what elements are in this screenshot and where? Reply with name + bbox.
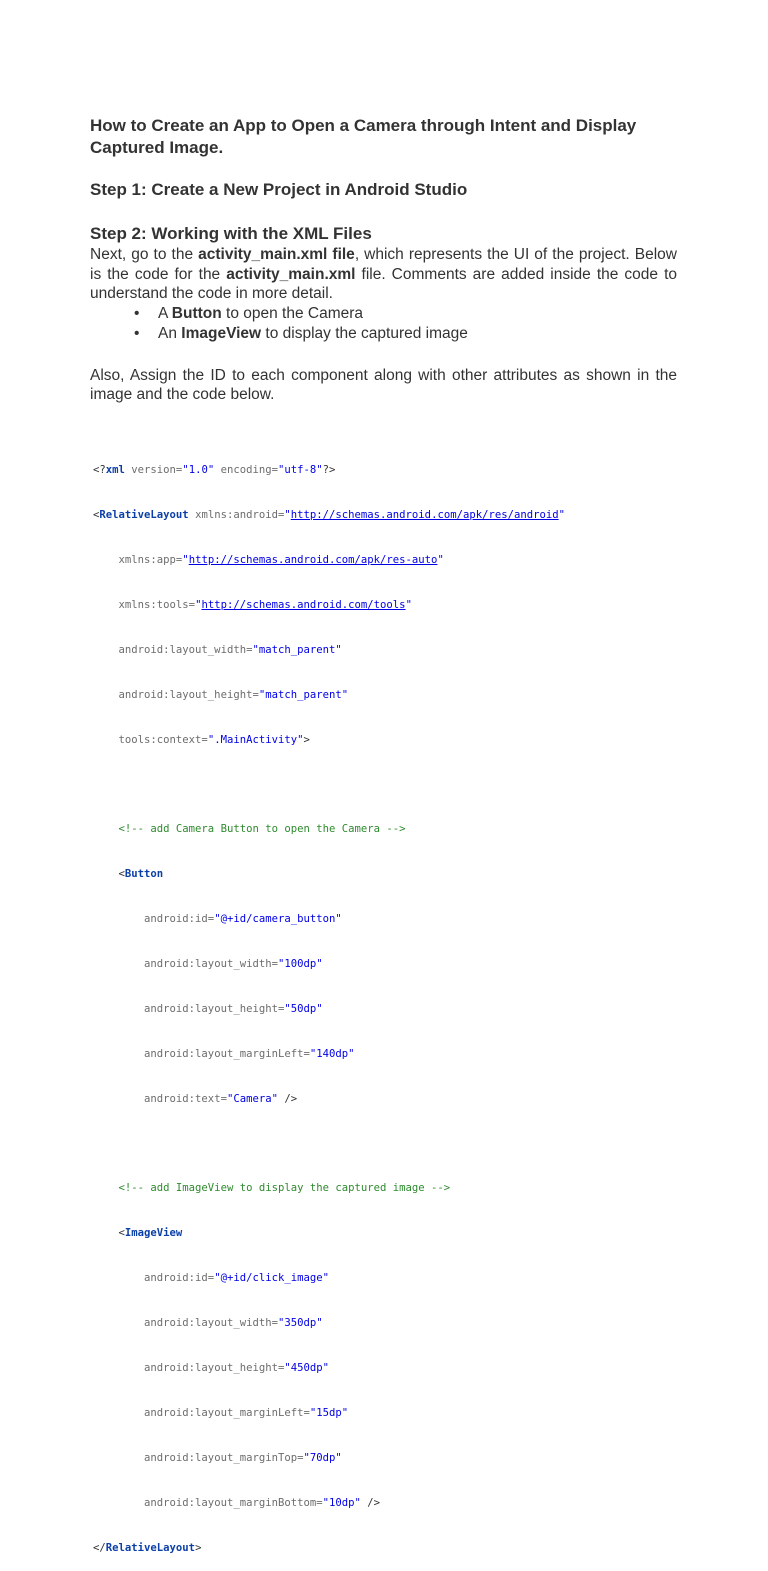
code-value: "10dp" bbox=[322, 1497, 361, 1509]
list-item bbox=[134, 304, 677, 324]
code-attr: xmlns:android= bbox=[188, 509, 285, 521]
code-indent bbox=[93, 554, 119, 566]
list-item-bold: Button bbox=[171, 304, 222, 322]
code-attr: android:layout_marginTop= bbox=[144, 1452, 304, 1464]
code-blank-line bbox=[93, 778, 565, 792]
code-line bbox=[93, 912, 565, 927]
list-item-text: An bbox=[158, 324, 182, 342]
code-indent bbox=[93, 1452, 144, 1464]
code-punct: > bbox=[195, 1542, 202, 1554]
code-line bbox=[93, 508, 565, 523]
code-attr: android:id= bbox=[144, 913, 215, 925]
code-tag: xml bbox=[105, 464, 125, 476]
code-attr: tools:context= bbox=[118, 734, 208, 746]
code-indent bbox=[93, 1317, 144, 1329]
code-indent bbox=[93, 958, 144, 970]
code-attr: android:text= bbox=[144, 1093, 227, 1105]
bullet-icon: • bbox=[134, 304, 140, 322]
code-indent bbox=[93, 1362, 144, 1374]
code-attr: android:layout_marginBottom= bbox=[144, 1497, 323, 1509]
code-line bbox=[93, 1361, 565, 1376]
code-indent bbox=[93, 734, 119, 746]
list-item-text: to open the Camera bbox=[221, 304, 364, 322]
step-2-heading: Step 2: Working with the XML Files bbox=[90, 224, 372, 243]
code-punct: < bbox=[118, 1227, 125, 1239]
code-indent bbox=[93, 1497, 144, 1509]
code-line bbox=[93, 1047, 565, 1062]
code-line bbox=[93, 1002, 565, 1017]
code-value: "@+id/camera_button" bbox=[214, 913, 342, 925]
code-attr: android:layout_height= bbox=[144, 1003, 285, 1015]
code-line bbox=[93, 1181, 565, 1196]
code-value: " bbox=[195, 599, 202, 611]
code-attr: android:id= bbox=[144, 1272, 215, 1284]
code-punct: < bbox=[118, 868, 125, 880]
code-value: "match_parent" bbox=[258, 689, 349, 701]
code-value: "450dp" bbox=[284, 1362, 330, 1374]
code-indent bbox=[93, 599, 119, 611]
para-text: , which represents the UI of the project. Below is the code for the bbox=[90, 246, 677, 283]
para-text: file. Comments are added inside the code to understand the code in more detail. bbox=[90, 265, 677, 302]
code-indent bbox=[93, 1003, 144, 1015]
code-tag: RelativeLayout bbox=[105, 1542, 196, 1554]
code-indent bbox=[93, 1272, 144, 1284]
code-value: "350dp" bbox=[277, 1317, 323, 1329]
code-punct: <? bbox=[93, 464, 106, 476]
code-tag: Button bbox=[124, 868, 164, 880]
code-line bbox=[93, 553, 565, 568]
xml-code-block bbox=[93, 433, 565, 1571]
code-tag: ImageView bbox=[124, 1227, 183, 1239]
code-indent bbox=[93, 913, 144, 925]
code-value: " bbox=[182, 554, 189, 566]
code-line bbox=[93, 957, 565, 972]
code-attr: encoding= bbox=[214, 464, 278, 476]
code-link[interactable]: http://schemas.android.com/apk/res-auto bbox=[188, 554, 438, 566]
code-attr: android:layout_width= bbox=[144, 958, 278, 970]
code-indent bbox=[93, 868, 119, 880]
code-link[interactable]: http://schemas.android.com/apk/res/android bbox=[290, 509, 559, 521]
code-attr: android:layout_width= bbox=[118, 644, 253, 656]
code-value: "15dp" bbox=[309, 1407, 349, 1419]
code-value: " bbox=[405, 599, 412, 611]
code-line bbox=[93, 688, 565, 703]
code-attr: xmlns:app= bbox=[118, 554, 183, 566]
code-indent bbox=[93, 689, 119, 701]
list-item bbox=[134, 324, 677, 344]
code-value: "Camera" bbox=[226, 1093, 278, 1105]
code-line bbox=[93, 1092, 565, 1107]
code-line bbox=[93, 822, 565, 837]
code-attr: android:layout_height= bbox=[144, 1362, 285, 1374]
code-line bbox=[93, 1406, 565, 1421]
code-line bbox=[93, 1271, 565, 1286]
code-comment: <!-- add ImageView to display the captured image --> bbox=[118, 1182, 451, 1194]
step-1-heading: Step 1: Create a New Project in Android Studio bbox=[90, 180, 468, 199]
code-line bbox=[93, 463, 565, 478]
code-line bbox=[93, 1496, 565, 1511]
article-title: How to Create an App to Open a Camera through Intent and Display Captured Image. bbox=[90, 116, 637, 157]
para-bold-filename: activity_main.xml bbox=[226, 265, 356, 283]
code-indent bbox=[93, 1048, 144, 1060]
code-blank-line bbox=[93, 1137, 565, 1151]
code-attr: android:layout_height= bbox=[118, 689, 259, 701]
code-punct: /> bbox=[360, 1497, 381, 1509]
step-2-description bbox=[90, 245, 677, 304]
code-value: "1.0" bbox=[182, 464, 215, 476]
code-attr: android:layout_width= bbox=[144, 1317, 278, 1329]
code-line bbox=[93, 867, 565, 882]
code-punct: ?> bbox=[322, 464, 336, 476]
list-item-text: A bbox=[158, 304, 172, 322]
code-value: "utf-8" bbox=[277, 464, 323, 476]
code-attr: android:layout_marginLeft= bbox=[144, 1407, 310, 1419]
code-value: " bbox=[558, 509, 566, 521]
code-indent bbox=[93, 1227, 119, 1239]
code-attr: version= bbox=[124, 464, 183, 476]
code-attr: xmlns:tools= bbox=[118, 599, 196, 611]
code-value: " bbox=[437, 554, 444, 566]
code-value: "70dp" bbox=[303, 1452, 342, 1464]
code-value: "140dp" bbox=[309, 1048, 355, 1060]
para-text: Next, go to the bbox=[90, 246, 199, 263]
code-indent bbox=[93, 1182, 119, 1194]
code-tag: RelativeLayout bbox=[99, 509, 189, 521]
code-punct: </ bbox=[93, 1542, 106, 1554]
para-bold-filename: activity_main.xml file bbox=[198, 246, 355, 263]
code-value: "50dp" bbox=[284, 1003, 323, 1015]
code-value: "@+id/click_image" bbox=[214, 1272, 330, 1284]
code-indent bbox=[93, 644, 119, 656]
code-value: "100dp" bbox=[277, 958, 323, 970]
code-link[interactable]: http://schemas.android.com/tools bbox=[201, 599, 406, 611]
code-punct: /> bbox=[277, 1093, 298, 1105]
code-value: "match_parent" bbox=[252, 644, 342, 656]
assign-id-paragraph: Also, Assign the ID to each component along with other attributes as shown in the image and the code below. bbox=[90, 366, 677, 403]
list-item-bold: ImageView bbox=[181, 324, 262, 342]
code-line bbox=[93, 1541, 565, 1556]
code-indent bbox=[93, 1407, 144, 1419]
code-punct: > bbox=[303, 734, 310, 746]
article-body bbox=[90, 115, 677, 405]
code-line bbox=[93, 1316, 565, 1331]
code-indent bbox=[93, 1093, 144, 1105]
code-indent bbox=[93, 823, 119, 835]
code-comment: <!-- add Camera Button to open the Camera --> bbox=[118, 823, 406, 835]
code-value: ".MainActivity" bbox=[207, 734, 304, 746]
code-attr: android:layout_marginLeft= bbox=[144, 1048, 310, 1060]
code-line bbox=[93, 1451, 565, 1466]
code-value: " bbox=[284, 509, 291, 521]
code-line bbox=[93, 643, 565, 658]
bullet-icon: • bbox=[134, 324, 140, 342]
code-line bbox=[93, 733, 565, 748]
component-list bbox=[90, 304, 677, 344]
list-item-text: to display the captured image bbox=[261, 324, 468, 342]
code-line bbox=[93, 1226, 565, 1241]
code-punct: < bbox=[93, 509, 100, 521]
code-line bbox=[93, 598, 565, 613]
